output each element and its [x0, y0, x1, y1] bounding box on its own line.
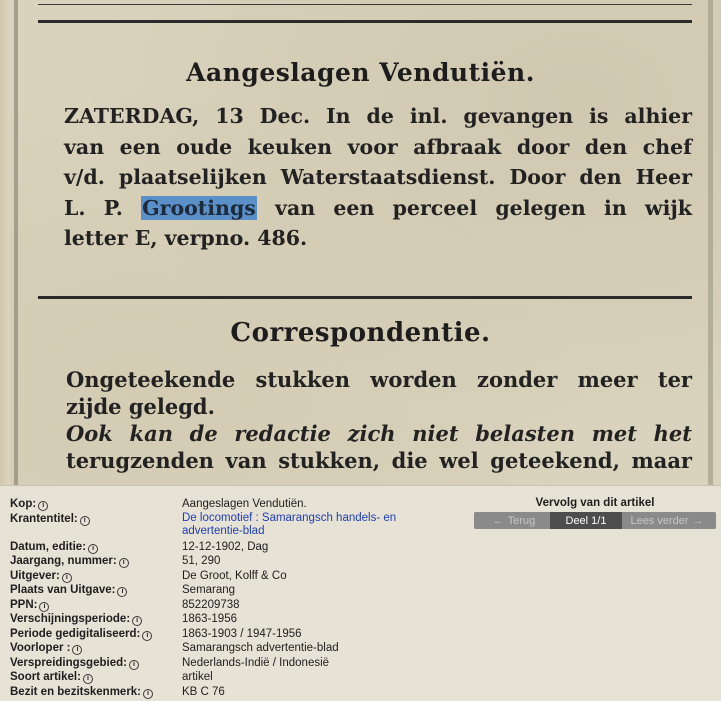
meta-label-text: PPN: — [10, 598, 38, 611]
meta-label-text: Uitgever: — [10, 569, 60, 582]
info-icon[interactable]: i — [119, 558, 129, 568]
meta-label — [10, 569, 182, 584]
meta-label — [10, 554, 182, 569]
info-icon[interactable]: i — [72, 645, 82, 655]
info-icon[interactable]: i — [142, 631, 152, 641]
meta-row-bezit — [10, 685, 442, 700]
meta-value: 852209738 — [182, 598, 240, 611]
meta-label-text: Jaargang, nummer: — [10, 555, 117, 567]
info-icon[interactable]: i — [39, 602, 49, 612]
meta-row-jaargang — [10, 554, 442, 569]
info-icon[interactable]: i — [62, 573, 72, 583]
section-headline: Correspondentie. — [230, 318, 491, 348]
current-part: Deel 1/1 — [550, 512, 622, 529]
meta-value: De Groot, Kolff & Co — [182, 569, 287, 582]
arrow-left-icon: ← — [492, 514, 504, 527]
body-line: v/d. plaatselijken Waterstaatsdienst. Door den Heer — [64, 165, 692, 189]
body-line: letter E, verpno. 486. — [64, 226, 308, 250]
meta-label — [10, 540, 182, 555]
meta-value: 1863-1903 / 1947-1956 — [182, 627, 302, 640]
meta-value: Aangeslagen Vendutiën. — [182, 498, 307, 510]
body-line: zijde gelegd. — [66, 394, 215, 419]
next-button[interactable] — [622, 512, 716, 529]
meta-row-plaats — [10, 583, 442, 598]
meta-label — [10, 627, 182, 642]
newspaper-title-link[interactable]: De locomotief : Samarangsch handels- en advertentie-blad — [182, 511, 397, 537]
meta-label — [10, 612, 182, 627]
body-line — [64, 193, 692, 224]
metadata-panel — [0, 485, 721, 701]
search-highlight: Grootings — [142, 195, 256, 220]
meta-row-uitgever — [10, 569, 442, 584]
meta-value: Semarang — [182, 584, 236, 596]
info-icon[interactable]: i — [143, 689, 153, 699]
next-label: Lees verder — [630, 514, 689, 527]
meta-row-voorloper — [10, 641, 442, 656]
previous-button[interactable] — [474, 512, 550, 529]
meta-label-text: Voorloper : — [10, 642, 71, 654]
info-icon[interactable]: i — [83, 674, 93, 684]
top-rule — [38, 4, 692, 5]
meta-label — [10, 512, 182, 540]
meta-value: KB C 76 — [182, 685, 225, 698]
meta-row-verschijningsperiode — [10, 612, 442, 627]
meta-label-text: Bezit en bezitskenmerk: — [10, 685, 142, 698]
meta-row-krantentitel — [10, 512, 442, 540]
meta-label-text: Datum, editie: — [10, 540, 87, 553]
metadata-table — [10, 497, 442, 699]
meta-label — [10, 583, 182, 598]
article-body — [64, 101, 692, 254]
meta-value: 12-12-1902, Dag — [182, 540, 269, 553]
body-text: van een perceel gelegen in wijk — [256, 195, 692, 220]
meta-row-ppn — [10, 598, 442, 613]
meta-label-text: Plaats van Uitgave: — [10, 584, 116, 596]
meta-label — [10, 685, 182, 700]
meta-value: artikel — [182, 671, 213, 683]
info-icon[interactable]: i — [129, 660, 139, 670]
body-line: Ook kan de redactie zich niet belasten met het — [66, 421, 692, 446]
meta-label-text: Periode gedigitaliseerd: — [10, 627, 141, 640]
article-pager — [474, 512, 716, 529]
meta-label-text: Krantentitel: — [10, 512, 78, 525]
meta-label — [10, 497, 182, 512]
meta-label-text: Kop: — [10, 498, 37, 510]
info-icon[interactable]: i — [80, 516, 90, 526]
meta-row-periode — [10, 627, 442, 642]
continuation-title: Vervolg van dit artikel — [535, 497, 655, 509]
body-line: Ongeteekende stukken worden zonder meer ter — [66, 367, 692, 392]
info-icon[interactable]: i — [117, 587, 127, 597]
previous-label: Terug — [507, 514, 536, 527]
meta-value: 1863-1956 — [182, 613, 237, 625]
info-icon[interactable]: i — [88, 544, 98, 554]
meta-value: Samarangsch advertentie-blad — [182, 642, 339, 654]
body-text: L. P. — [64, 195, 142, 220]
body-line: ZATERDAG, 13 Dec. In de inl. gevangen is alhier — [64, 104, 692, 128]
article-continuation — [474, 497, 716, 529]
meta-label-text: Verschijningsperiode: — [10, 613, 131, 625]
correspondence-text — [66, 366, 692, 474]
meta-value: 51, 290 — [182, 555, 221, 567]
body-line: terugzenden van stukken, die wel geteekend, maar — [66, 448, 692, 473]
body-line: van een oude keuken voor afbraak door den chef — [64, 134, 692, 159]
meta-label-text: Verspreidingsgebied: — [10, 656, 127, 669]
meta-row-datum — [10, 540, 442, 555]
meta-value: Nederlands-Indië / Indonesië — [182, 656, 330, 669]
arrow-right-icon: → — [692, 514, 704, 527]
info-icon[interactable]: i — [38, 501, 48, 511]
meta-label — [10, 598, 182, 613]
meta-row-soort-artikel — [10, 670, 442, 685]
meta-label — [10, 656, 182, 671]
article-headline: Aangeslagen Vendutiën. — [186, 58, 535, 87]
info-icon[interactable]: i — [132, 616, 142, 626]
meta-label-text: Soort artikel: — [10, 671, 81, 683]
section-rule — [38, 296, 692, 299]
meta-row-kop — [10, 497, 442, 512]
meta-label — [10, 670, 182, 685]
meta-label — [10, 641, 182, 656]
section-rule — [38, 20, 692, 23]
meta-row-verspreidingsgebied — [10, 656, 442, 671]
